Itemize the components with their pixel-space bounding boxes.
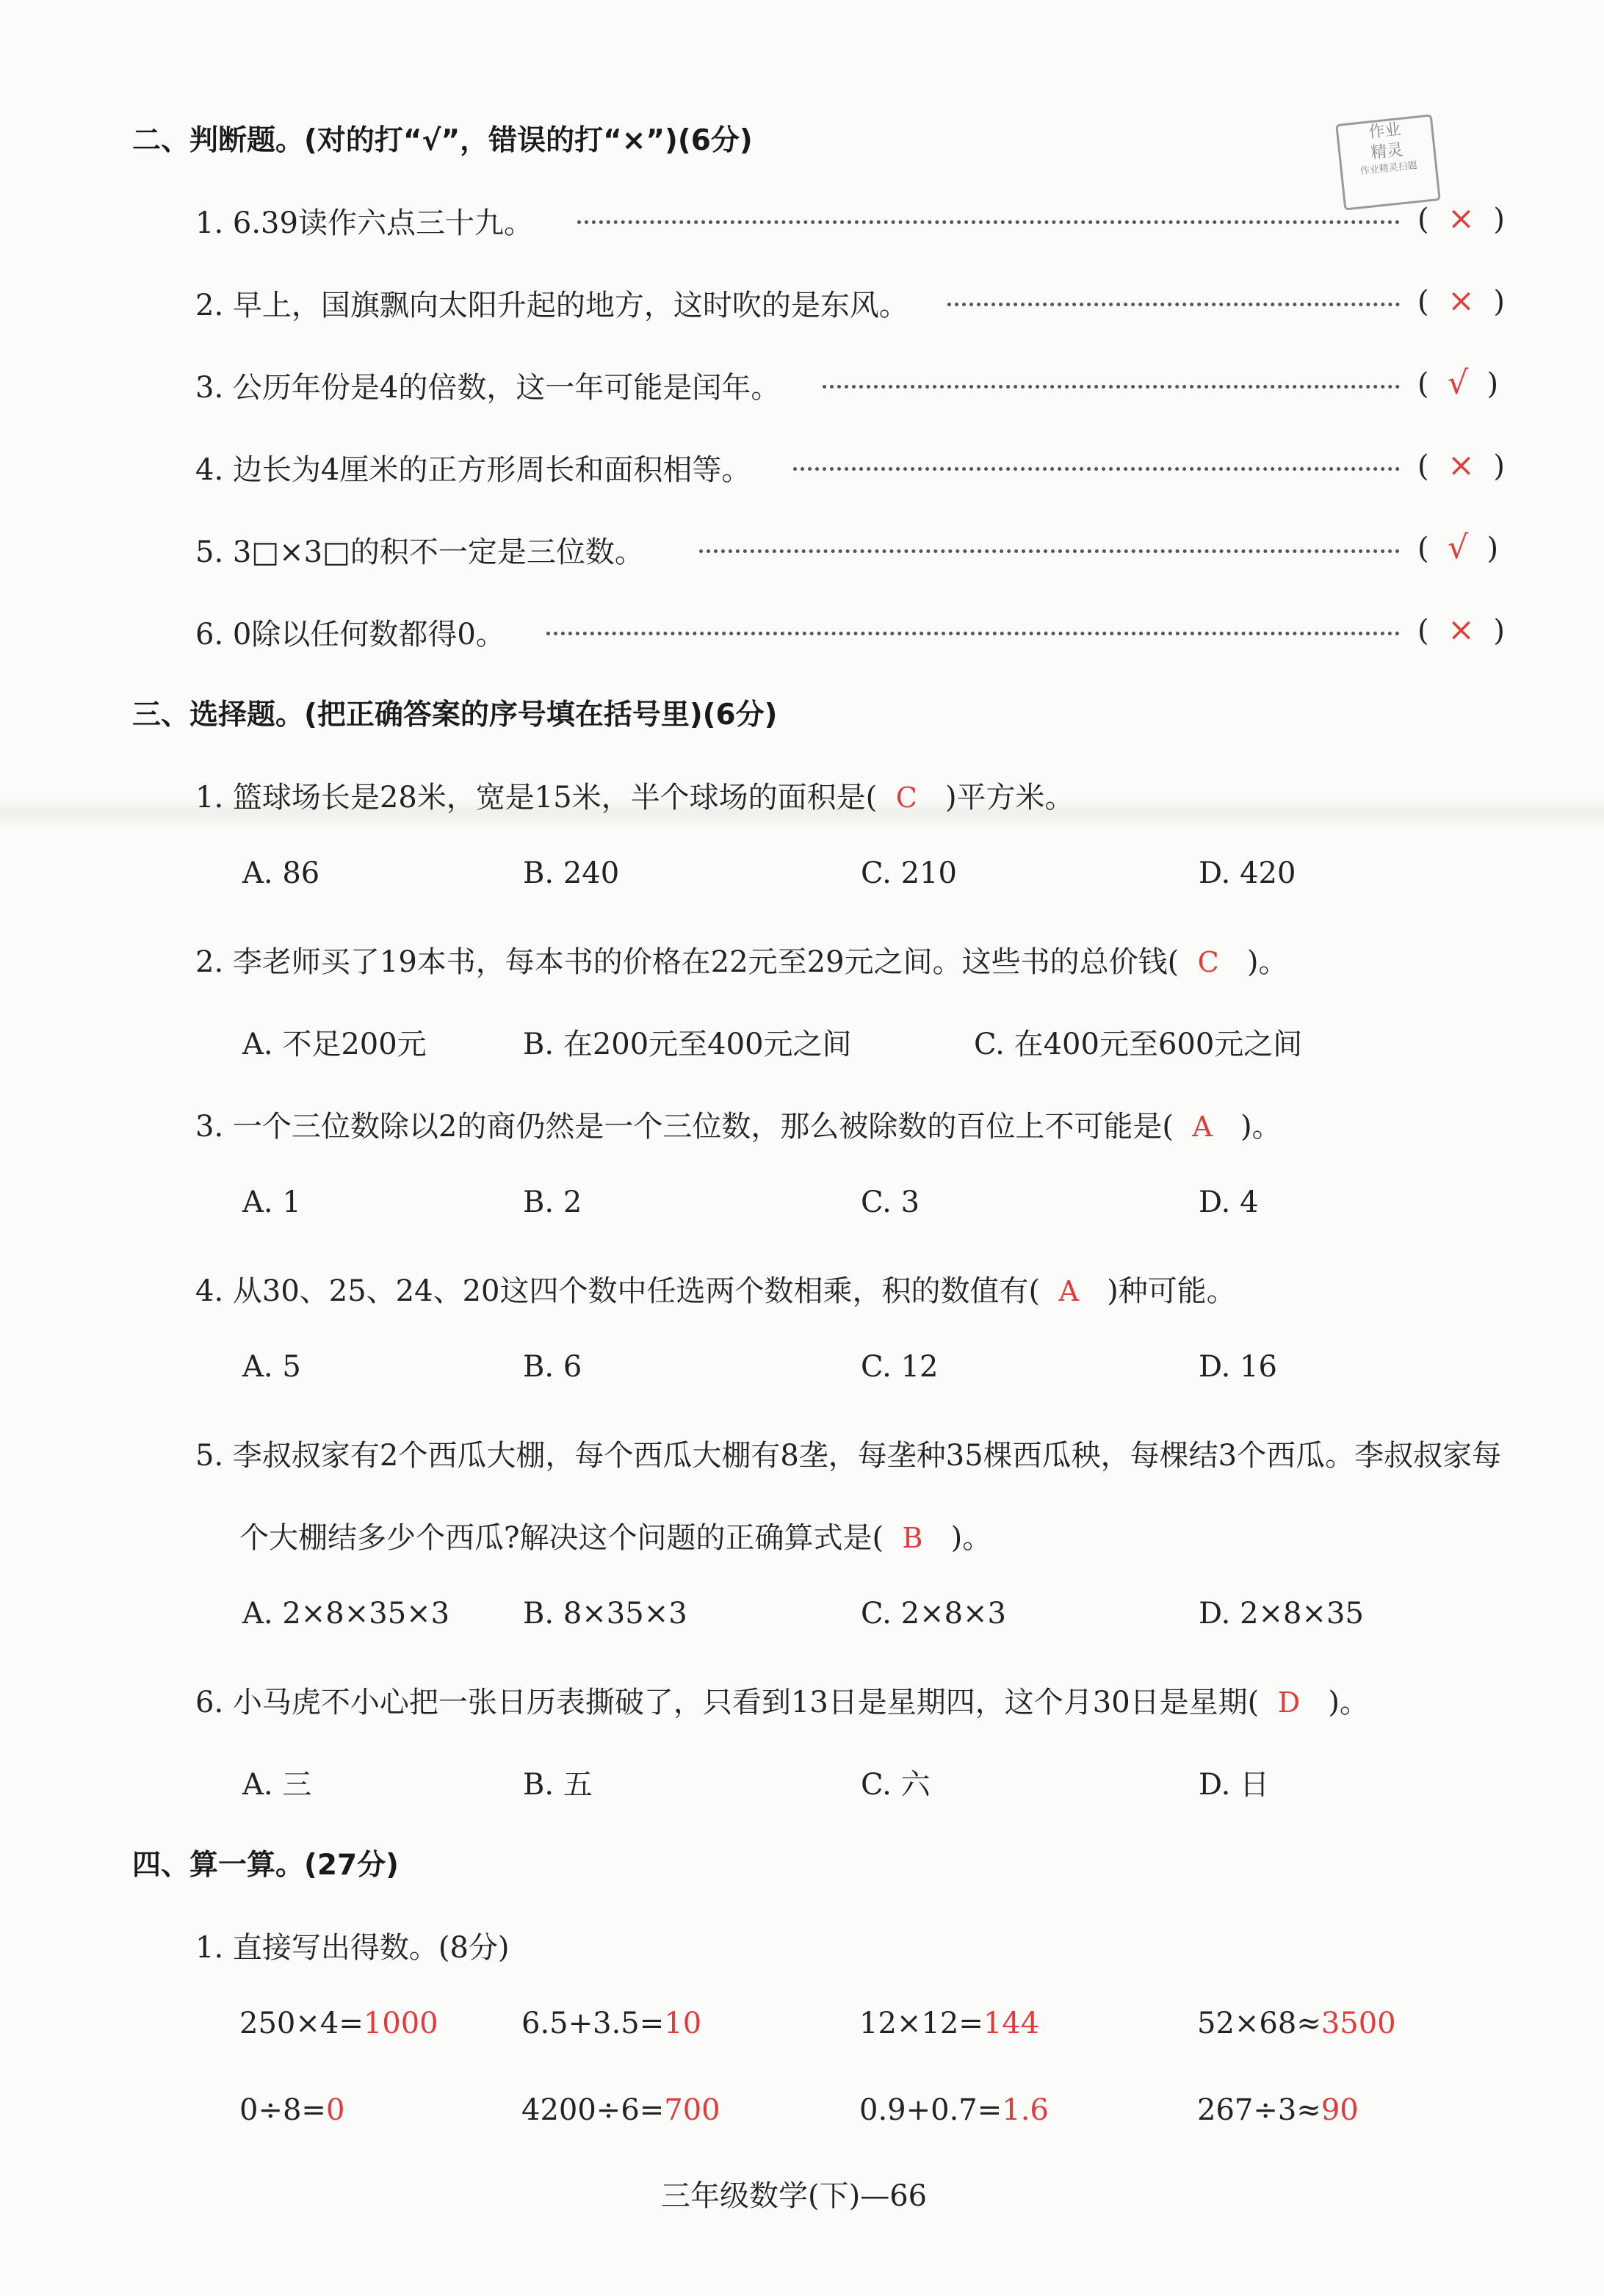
option-d: D. 2×8×35 [1199, 1597, 1364, 1631]
answer-letter: D [1277, 1686, 1301, 1719]
calc-answer: 90 [1321, 2093, 1359, 2127]
section-3-title: 三、选择题。(把正确答案的序号填在括号里)(6分) [132, 698, 778, 732]
cross-mark: × [1448, 200, 1475, 237]
choice-question-2: 2. 李老师买了19本书，每本书的价格在22元至29元之间。这些书的总价钱( C )。 [195, 945, 1288, 979]
judge-item-6: 6. 0除以任何数都得0。 [195, 618, 505, 651]
judge-item-1: 1. 6.39读作六点三十九。 [195, 206, 533, 240]
leader-dots [699, 549, 1400, 553]
option-c: C. 12 [861, 1350, 939, 1384]
leader-dots [577, 220, 1400, 224]
option-a: A. 不足200元 [242, 1028, 427, 1061]
option-d: D. 420 [1199, 856, 1296, 890]
leader-dots [793, 467, 1400, 471]
answer-letter: B [902, 1522, 923, 1554]
answer-paren-5: ( √ ) [1417, 529, 1499, 566]
calc-answer: 1.6 [1002, 2093, 1049, 2127]
choice-question-6: 6. 小马虎不小心把一张日历表撕破了，只看到13日是星期四，这个月30日是星期( D )。 [195, 1686, 1369, 1719]
answer-letter: C [895, 781, 917, 814]
answer-paren-1: ( × ) [1417, 200, 1505, 237]
option-a: A. 2×8×35×3 [242, 1597, 450, 1631]
option-a: A. 三 [242, 1768, 312, 1802]
option-b: B. 2 [523, 1185, 582, 1219]
watermark-stamp: 作业 精灵 作业精灵扫题 [1335, 114, 1441, 210]
calc-item: 52×68≈3500 [1197, 2007, 1396, 2040]
section-2-title: 二、判断题。(对的打“√”，错误的打“×”)(6分) [132, 124, 753, 157]
calc-answer: 1000 [363, 2007, 438, 2040]
calc-answer: 0 [325, 2093, 345, 2127]
judge-item-3: 3. 公历年份是4的倍数，这一年可能是闰年。 [195, 371, 781, 405]
choice-question-4: 4. 从30、25、24、20这四个数中任选两个数相乘，积的数值有( A )种可能。 [195, 1274, 1236, 1308]
calc-item: 0.9+0.7=1.6 [859, 2093, 1049, 2127]
option-a: A. 1 [242, 1185, 301, 1219]
answer-paren-4: ( × ) [1417, 447, 1505, 484]
calc-item: 250×4=1000 [239, 2007, 438, 2040]
calc-item: 267÷3≈90 [1197, 2093, 1359, 2127]
option-a: A. 86 [242, 856, 320, 890]
leader-dots [823, 385, 1400, 389]
calc-item: 12×12=144 [859, 2007, 1040, 2040]
option-a: A. 5 [242, 1350, 301, 1384]
calc-item: 6.5+3.5=10 [521, 2007, 702, 2040]
leader-dots [947, 303, 1400, 306]
check-mark: √ [1448, 529, 1469, 566]
calc-answer: 3500 [1321, 2007, 1396, 2040]
calc-item: 0÷8=0 [239, 2093, 345, 2127]
judge-item-5: 5. 3□×3□的积不一定是三位数。 [195, 535, 644, 569]
judge-item-4: 4. 边长为4厘米的正方形周长和面积相等。 [195, 453, 751, 487]
option-d: D. 16 [1199, 1350, 1277, 1384]
option-d: D. 日 [1199, 1768, 1270, 1802]
option-c: C. 六 [861, 1768, 931, 1802]
option-b: B. 8×35×3 [523, 1597, 687, 1631]
choice-question-1: 1. 篮球场长是28米，宽是15米，半个球场的面积是( C )平方米。 [195, 781, 1074, 815]
leader-dots [546, 632, 1400, 635]
choice-question-3: 3. 一个三位数除以2的商仍然是一个三位数，那么被除数的百位上不可能是( A )。 [195, 1110, 1282, 1144]
check-mark: √ [1448, 364, 1469, 402]
calc-answer: 700 [664, 2093, 720, 2127]
subsection-1-title: 1. 直接写出得数。(8分) [195, 1931, 510, 1965]
calc-item: 4200÷6=700 [521, 2093, 720, 2127]
option-b: B. 6 [523, 1350, 582, 1384]
answer-letter: A [1058, 1275, 1079, 1307]
answer-paren-3: ( √ ) [1417, 364, 1499, 402]
section-4-title: 四、算一算。(27分) [132, 1849, 399, 1882]
cross-mark: × [1448, 611, 1475, 649]
answer-paren-2: ( × ) [1417, 282, 1505, 320]
answer-paren-6: ( × ) [1417, 611, 1505, 649]
option-c: C. 在400元至600元之间 [974, 1028, 1303, 1061]
option-b: B. 在200元至400元之间 [523, 1028, 852, 1061]
option-b: B. 五 [523, 1768, 593, 1802]
cross-mark: × [1448, 282, 1475, 320]
cross-mark: × [1448, 447, 1475, 484]
choice-question-5-line2: 个大棚结多少个西瓜?解决这个问题的正确算式是( B )。 [239, 1521, 992, 1555]
option-c: C. 2×8×3 [861, 1597, 1006, 1631]
option-b: B. 240 [523, 856, 620, 890]
choice-question-5-line1: 5. 李叔叔家有2个西瓜大棚，每个西瓜大棚有8垄，每垄种35棵西瓜秧，每棵结3个西瓜。李叔叔家每 [195, 1439, 1502, 1473]
option-c: C. 3 [861, 1185, 920, 1219]
calc-answer: 10 [664, 2007, 702, 2040]
judge-item-2: 2. 早上，国旗飘向太阳升起的地方，这时吹的是东风。 [195, 289, 908, 322]
answer-letter: C [1197, 946, 1219, 978]
option-d: D. 4 [1199, 1185, 1259, 1219]
option-c: C. 210 [861, 856, 957, 890]
answer-letter: A [1192, 1111, 1213, 1143]
calc-answer: 144 [983, 2007, 1040, 2040]
page-footer: 三年级数学(下)—66 [661, 2179, 928, 2213]
